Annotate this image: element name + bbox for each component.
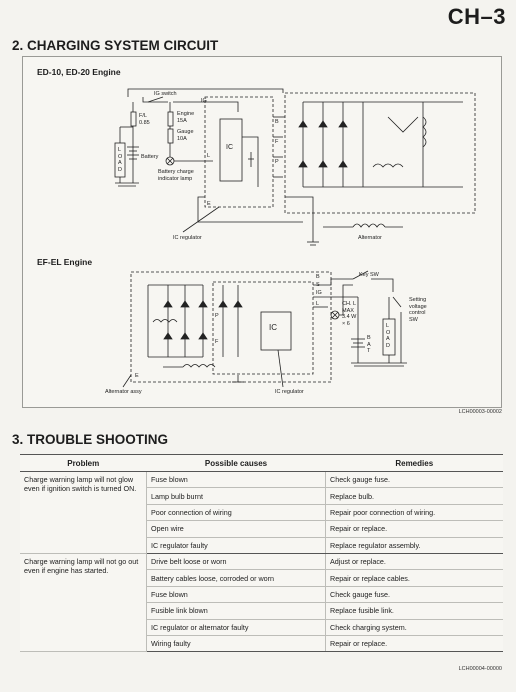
label-ic-2: IC — [269, 323, 277, 332]
terminal-l: L — [207, 153, 211, 159]
label-battery: Battery — [141, 154, 159, 160]
remedy-cell: Repair or replace cables. — [326, 570, 504, 586]
problem-cell: Charge warning lamp will not go out even if engine has started. — [20, 553, 147, 651]
cause-cell: Fuse blown — [147, 472, 326, 488]
cause-cell: Open wire — [147, 521, 326, 537]
remedy-cell: Check gauge fuse. — [326, 586, 504, 602]
cause-cell: Lamp bulb burnt — [147, 488, 326, 504]
diagram1-title: ED-10, ED-20 Engine — [37, 67, 121, 77]
cause-cell: Battery cables loose, corroded or worn — [147, 570, 326, 586]
terminal-f: F — [275, 139, 279, 145]
label-engine-fuse: Engine 15A — [177, 111, 195, 124]
terminal-f-2: F — [215, 339, 219, 345]
remedy-cell: Replace regulator assembly. — [326, 537, 504, 553]
remedy-cell: Repair or replace. — [326, 635, 504, 651]
label-ic-regulator-2: IC regulator — [275, 389, 304, 395]
remedy-cell: Repair or replace. — [326, 521, 504, 537]
column-header: Remedies — [326, 455, 504, 472]
label-ic-regulator: IC regulator — [173, 235, 202, 241]
label-charge-lamp: Battery charge indicator lamp — [158, 169, 194, 182]
problem-cell: Charge warning lamp will not glow even if ignition switch is turned ON. — [20, 472, 147, 554]
terminal-l-2: L — [316, 301, 320, 307]
column-header: Problem — [20, 455, 147, 472]
label-bat: B A T — [367, 335, 371, 354]
label-ic: IC — [226, 144, 233, 151]
label-load: L O A D — [118, 147, 123, 173]
cause-cell: Wiring faulty — [147, 635, 326, 651]
column-header: Possible causes — [147, 455, 326, 472]
terminal-e-2: E — [135, 373, 139, 379]
page-code: CH–3 — [447, 4, 506, 29]
cause-cell: Fusible link blown — [147, 603, 326, 619]
diagram2-title: EF-EL Engine — [37, 257, 93, 267]
table-row — [20, 472, 503, 488]
remedy-cell: Check charging system. — [326, 619, 504, 635]
terminal-p: P — [275, 159, 279, 165]
terminal-s-2: S — [316, 282, 320, 288]
label-gauge-fuse: Gauge 10A — [177, 129, 194, 142]
label-setting-voltage-sw: Setting voltage control SW — [409, 297, 427, 323]
label-alternator-assy: Alternator assy — [105, 389, 142, 395]
cause-cell: Drive belt loose or worn — [147, 553, 326, 569]
table-ref-code: LCH00004-00000 — [458, 666, 502, 672]
section-title-charging-circuit: 2. CHARGING SYSTEM CIRCUIT — [12, 38, 219, 53]
label-charge-lamp-spec: CH. L MAX 3.4 W × 6 — [342, 301, 357, 327]
label-key-sw: Key SW — [359, 272, 379, 278]
circuit-diagram-panel — [22, 56, 502, 408]
label-alternator: Alternator — [358, 235, 382, 241]
label-load-2: L O A D — [386, 323, 391, 349]
terminal-b-2: B — [316, 274, 320, 280]
terminal-ig-2: IG — [316, 290, 322, 296]
terminal-ig: IG — [201, 98, 207, 104]
table-row — [20, 553, 503, 569]
terminal-e: E — [207, 201, 211, 207]
cause-cell: IC regulator faulty — [147, 537, 326, 553]
cause-cell: Poor connection of wiring — [147, 504, 326, 520]
trouble-shooting-table — [20, 454, 503, 652]
cause-cell: Fuse blown — [147, 586, 326, 602]
remedy-cell: Adjust or replace. — [326, 553, 504, 569]
table-header-row — [20, 455, 503, 472]
diagram1-wiring — [115, 89, 475, 245]
terminal-b: B — [275, 119, 279, 125]
cause-cell: IC regulator or alternator faulty — [147, 619, 326, 635]
section-title-trouble-shooting: 3. TROUBLE SHOOTING — [12, 432, 169, 447]
circuit-diagram — [23, 57, 501, 407]
remedy-cell: Replace bulb. — [326, 488, 504, 504]
remedy-cell: Repair poor connection of wiring. — [326, 504, 504, 520]
label-fusible-link: F/L 0.85 — [139, 113, 150, 126]
label-ig-switch: IG switch — [154, 91, 177, 97]
figure-ref-code-1: LCH00003-00002 — [458, 409, 502, 415]
remedy-cell: Check gauge fuse. — [326, 472, 504, 488]
diagram2-wiring — [123, 271, 407, 387]
remedy-cell: Replace fusible link. — [326, 603, 504, 619]
terminal-p-2: P — [215, 313, 219, 319]
